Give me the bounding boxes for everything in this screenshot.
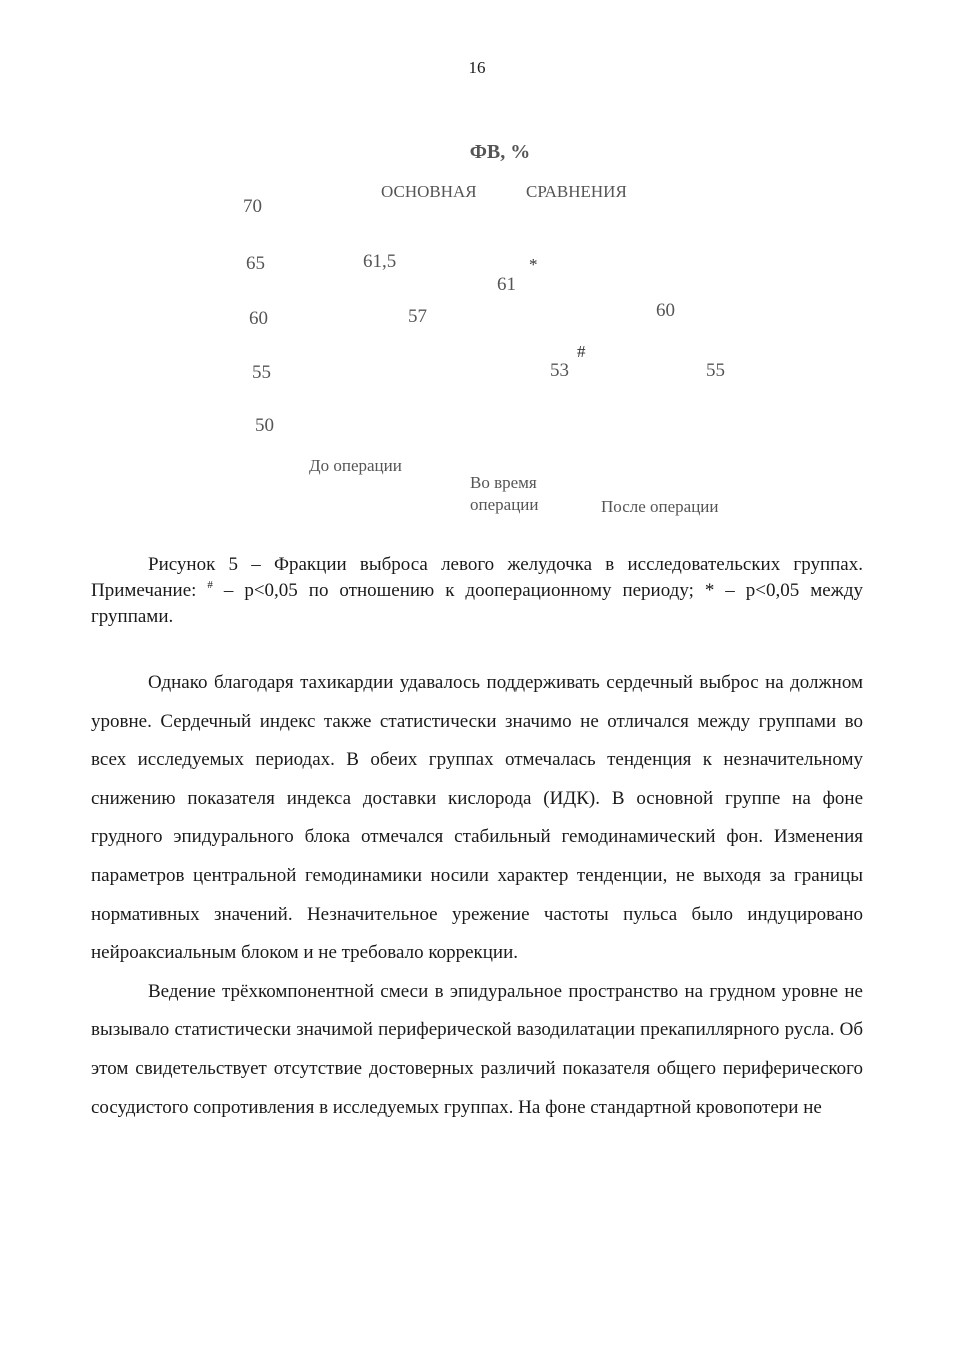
caption-text: Рисунок 5 – Фракции выброса левого желудочка в исследовательских группах. Примечание: [91,554,863,601]
y-tick-label: 50 [255,415,274,436]
paragraph: Однако благодаря тахикардии удавалось поддерживать сердечный выброс на должном уровне. Сердечный индекс также статистически значимо не отличался между группами во всех исследуемых периодах. В обеих группах отмечалась тенденция к незначительному снижению показателя индекса доставки кислорода (ИДК). В основной группе на фоне грудного эпидурального блока отмечался стабильный гемодинамический фон. Изменения параметров центральной гемодинамики носили характер тенденции, не выходя за границы нормативных значений. Незначительное урежение частоты пульса было индуцировано нейроаксиальным блоком и не требовало коррекции. [91,672,863,964]
significance-mark-between-groups: * [529,255,538,274]
chart-title: ФВ, % [469,141,531,163]
data-label-comparison-after: 60 [656,300,675,321]
page-number: 16 [468,58,486,77]
data-label-main-during: 53 [550,360,569,381]
data-label-main-before: 57 [408,306,427,327]
figure-caption [91,552,863,630]
y-tick-label: 70 [243,196,262,217]
x-category-label: Во время операции [470,473,539,514]
legend-item-comparison: СРАВНЕНИЯ [526,182,627,201]
data-label-main-after: 55 [706,360,725,381]
ejection-fraction-chart [0,0,954,530]
paragraph: Ведение трёхкомпонентной смеси в эпидуральное пространство на грудном уровне не вызывало статистически значимой периферической вазодилатации прекапиллярного русла. Об этом свидетельствует отсутствие достоверных различий показателя общего периферического сосудистого сопротивления в исследуемых группах. На фоне стандартной кровопотери не [91,980,863,1118]
y-tick-label: 60 [249,308,268,329]
y-tick-label: 65 [246,253,265,274]
y-tick-label: 55 [252,362,271,383]
x-category-label: До операции [309,456,402,475]
caption-superscript: # [207,579,213,591]
caption-text-end: – p<0,05 по отношению к дооперационному периоду; * – p<0,05 между группами. [91,580,863,627]
body-text [91,664,863,1127]
data-label-comparison-during: 61 [497,274,516,295]
significance-mark-vs-preop: # [577,342,586,361]
data-label-comparison-before: 61,5 [363,251,397,272]
x-category-label: После операции [601,497,719,516]
legend-item-main: ОСНОВНАЯ [381,182,477,201]
